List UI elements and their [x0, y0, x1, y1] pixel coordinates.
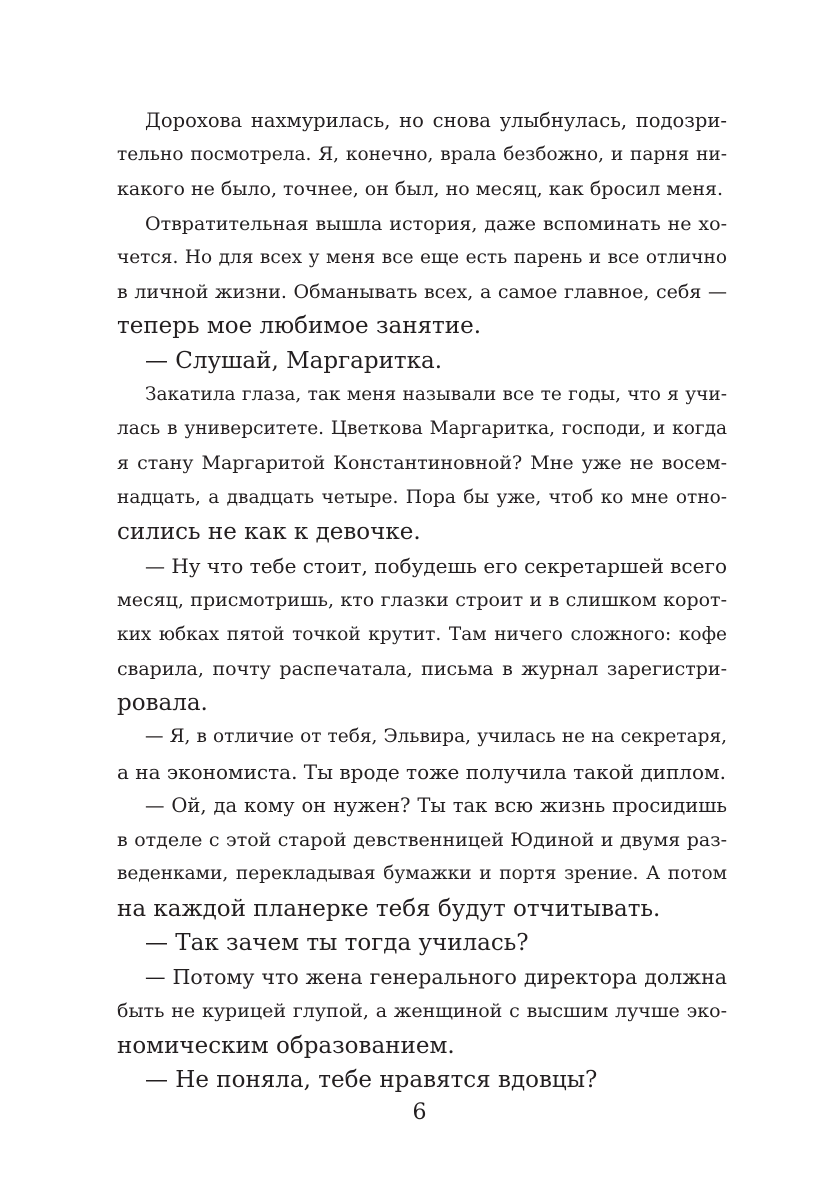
text-line: я стану Маргаритой Константиновной? Мне уже не восем-: [117, 452, 727, 474]
text-line: надцать, а двадцать четыре. Пора бы уже, чтоб ко мне отно-: [117, 487, 727, 508]
page-number: 6: [412, 1100, 427, 1125]
text-line: веденками, перекладывая бумажки и портя зрение. А потом: [117, 863, 727, 884]
text-line: Дорохова нахмурилась, но снова улыбнулась, подозри-: [145, 109, 727, 132]
text-line: сились не как к девочке.: [117, 519, 421, 545]
text-line: — Слушай, Маргаритка.: [145, 348, 443, 374]
text-line: тельно посмотрела. Я, конечно, врала безбожно, и парня ни-: [117, 144, 727, 165]
text-line: — Не поняла, тебе нравятся вдовцы?: [145, 1067, 598, 1093]
text-line: в личной жизни. Обманывать всех, а самое главное, себя —: [117, 281, 727, 303]
text-line: — Ой, да кому он нужен? Ты так всю жизнь просидишь: [145, 794, 727, 817]
text-line: месяц, присмотришь, кто глазки строит и в слишком корот-: [117, 589, 727, 611]
text-line: Отвратительная вышла история, даже вспоминать не хо-: [145, 213, 727, 235]
text-line: ких юбках пятой точкой крутит. Там ничего сложного: кофе: [117, 624, 727, 645]
text-line: сварила, почту распечатала, письма в журнал зарегистри-: [117, 658, 727, 680]
text-line: — Потому что жена генерального директора должна: [145, 965, 727, 989]
text-line: быть не курицей глупой, а женщиной с высшим лучше эко-: [117, 1000, 727, 1022]
text-line: чется. Но для всех у меня все еще есть парень и все отлично: [117, 247, 727, 268]
text-line: теперь мое любимое занятие.: [117, 313, 482, 339]
text-line: ровала.: [117, 690, 208, 716]
text-line: — Ну что тебе стоит, побудешь его секретаршей всего: [145, 554, 727, 578]
text-line: на каждой планерке тебя будут отчитывать.: [117, 896, 661, 922]
text-line: лась в университете. Цветкова Маргаритка, господи, и когда: [117, 418, 727, 439]
text-line: — Так зачем ты тогда училась?: [145, 930, 529, 956]
text-line: — Я, в отличие от тебя, Эльвира, училась не на секретаря,: [145, 726, 727, 747]
text-line: а на экономиста. Ты вроде тоже получила такой диплом.: [117, 760, 726, 784]
text-line: какого не было, точнее, он был, но месяц, как бросил меня.: [117, 178, 724, 200]
text-line: Закатила глаза, так меня называли все те годы, что я учи-: [145, 384, 727, 405]
text-line: номическим образованием.: [117, 1033, 455, 1059]
text-line: в отделе с этой старой девственницей Юдиной и двумя раз-: [117, 829, 727, 851]
